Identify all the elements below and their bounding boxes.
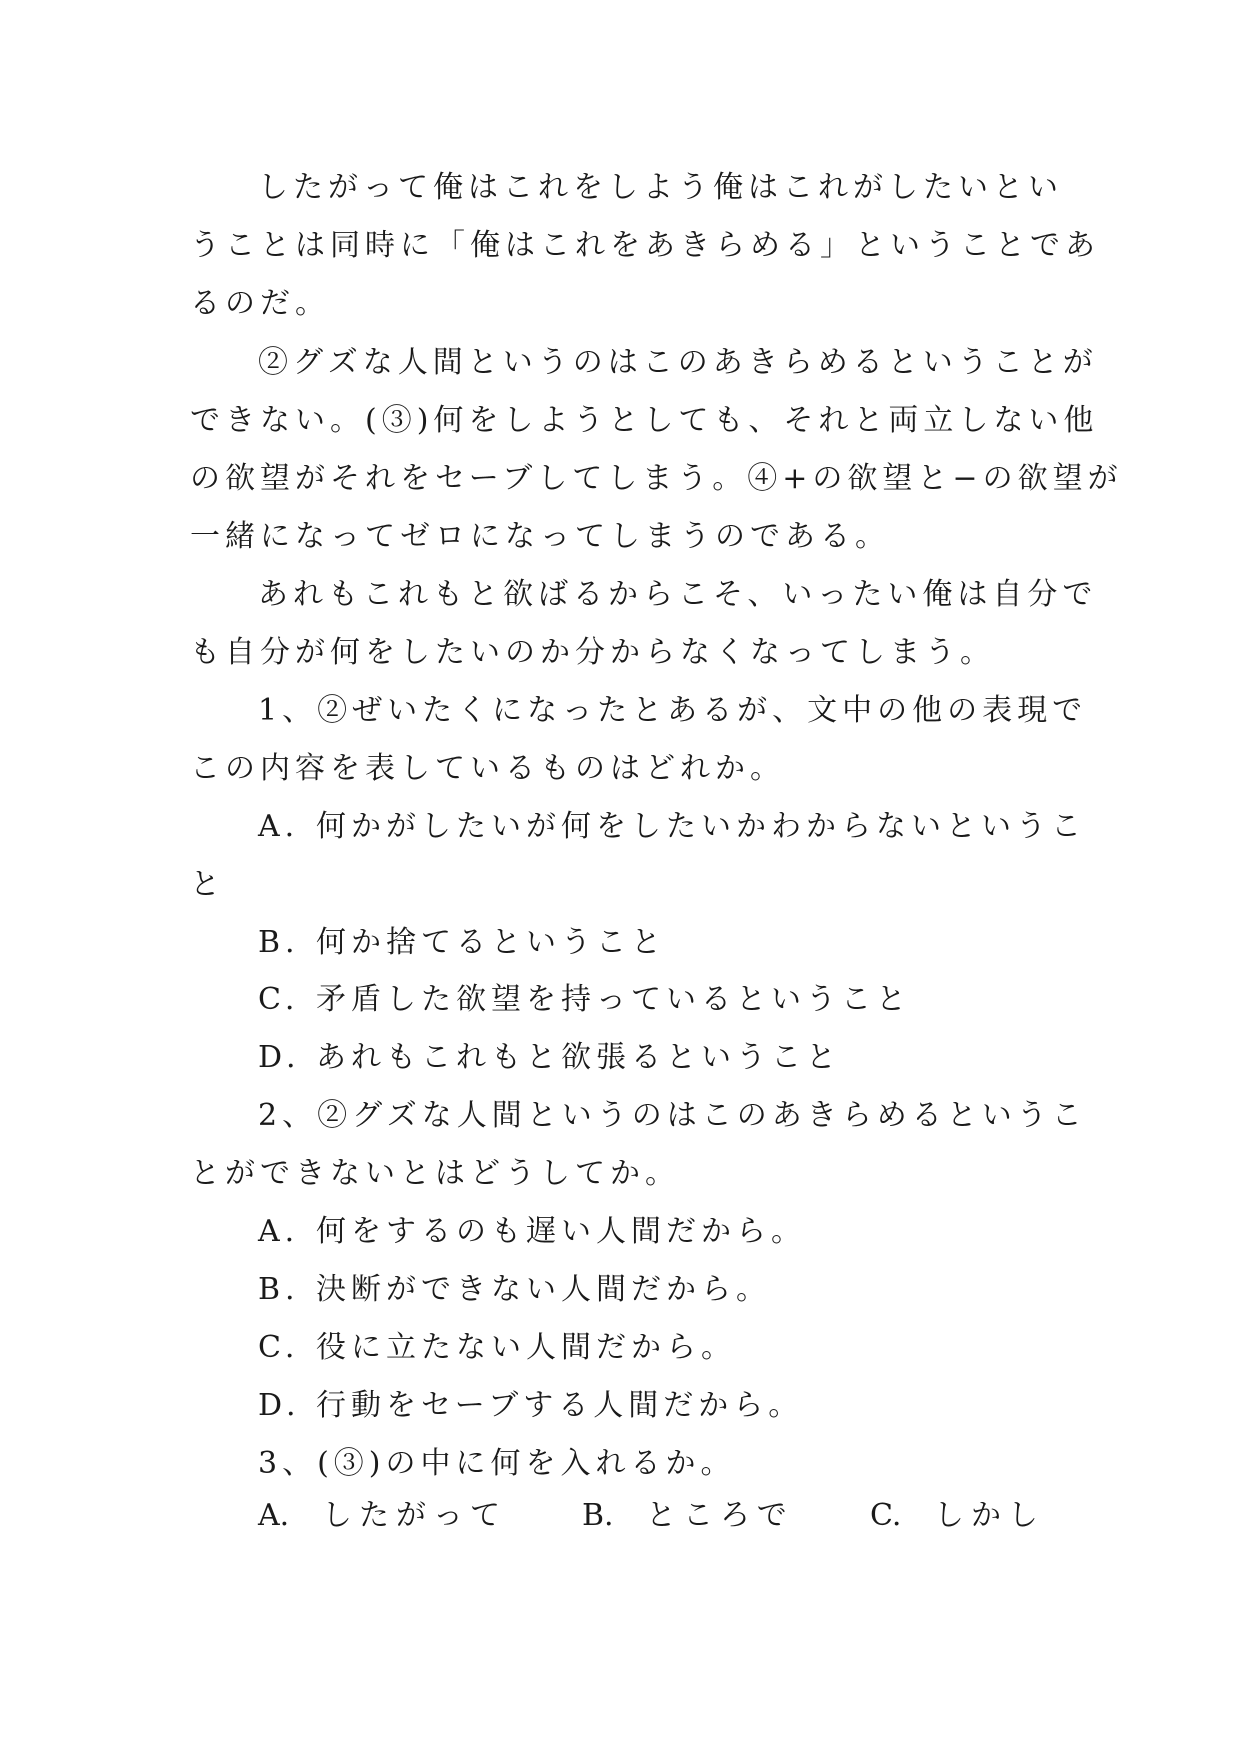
option-label: B.	[258, 925, 300, 960]
option-label: C.	[258, 982, 300, 1017]
passage-line: できない。(③)何をしようとしても、それと両立しない他	[190, 403, 1099, 438]
option-text: 何をするのも遅い人間だから。	[316, 1214, 806, 1249]
option-b	[258, 923, 1050, 963]
option-text: 矛盾した欲望を持っているということ	[316, 982, 911, 1017]
option-label: D.	[258, 1388, 301, 1423]
question-stem: とができないとはどうしてか。	[190, 1156, 680, 1191]
option-d	[258, 1038, 1050, 1078]
option-b	[582, 1496, 794, 1536]
question-stem: 3、(③)の中に何を入れるか。	[258, 1446, 736, 1481]
option-text: したがって	[322, 1498, 507, 1533]
passage-line: の欲望がそれをセーブしてしまう。④+の欲望と−の欲望が	[190, 461, 1123, 496]
option-label: D.	[258, 1040, 301, 1075]
option-text: 役に立たない人間だから。	[316, 1330, 736, 1365]
option-c	[258, 980, 1050, 1020]
option-c	[258, 1328, 1050, 1368]
question-stem: この内容を表しているものはどれか。	[190, 751, 785, 786]
option-text: しかし	[934, 1498, 1045, 1533]
passage-line: も自分が何をしたいのか分からなくなってしまう。	[190, 635, 995, 670]
option-text: 何か捨てるということ	[316, 925, 666, 960]
option-b	[258, 1270, 1050, 1310]
option-text: あれもこれもと欲張るということ	[316, 1040, 841, 1075]
option-label: C.	[258, 1330, 300, 1365]
option-label: C.	[870, 1498, 902, 1533]
option-label: A.	[258, 1498, 290, 1533]
passage-line: るのだ。	[190, 286, 330, 321]
option-label: B.	[258, 1272, 300, 1307]
option-d	[258, 1386, 1050, 1426]
option-label: B.	[582, 1498, 614, 1533]
option-text: 行動をセーブする人間だから。	[316, 1388, 804, 1423]
option-a	[258, 807, 1086, 847]
option-text: 何かがしたいが何をしたいかわからないというこ	[316, 809, 1086, 844]
passage-line: あれもこれもと欲ばるからこそ、いったい俺は自分で	[258, 577, 1098, 612]
option-c	[870, 1496, 1045, 1536]
option-label: A.	[258, 809, 300, 844]
question-stem: 2、②グズな人間というのはこのあきらめるというこ	[258, 1098, 1087, 1133]
passage-line: したがって俺はこれをしよう俺はこれがしたいとい	[258, 170, 1063, 205]
option-label: A.	[258, 1214, 300, 1249]
option-a	[258, 1212, 1050, 1252]
passage-line: 一緒になってゼロになってしまうのである。	[190, 519, 890, 554]
passage-line: ②グズな人間というのはこのあきらめるということが	[258, 345, 1098, 380]
passage-line: うことは同時に「俺はこれをあきらめる」ということであ	[190, 228, 1100, 263]
option-a	[258, 1496, 507, 1536]
option-text: 決断ができない人間だから。	[316, 1272, 771, 1307]
question-stem: 1、②ぜいたくになったとあるが、文中の他の表現で	[258, 693, 1088, 728]
option-continuation: と	[190, 867, 225, 902]
option-text: ところで	[646, 1498, 794, 1533]
